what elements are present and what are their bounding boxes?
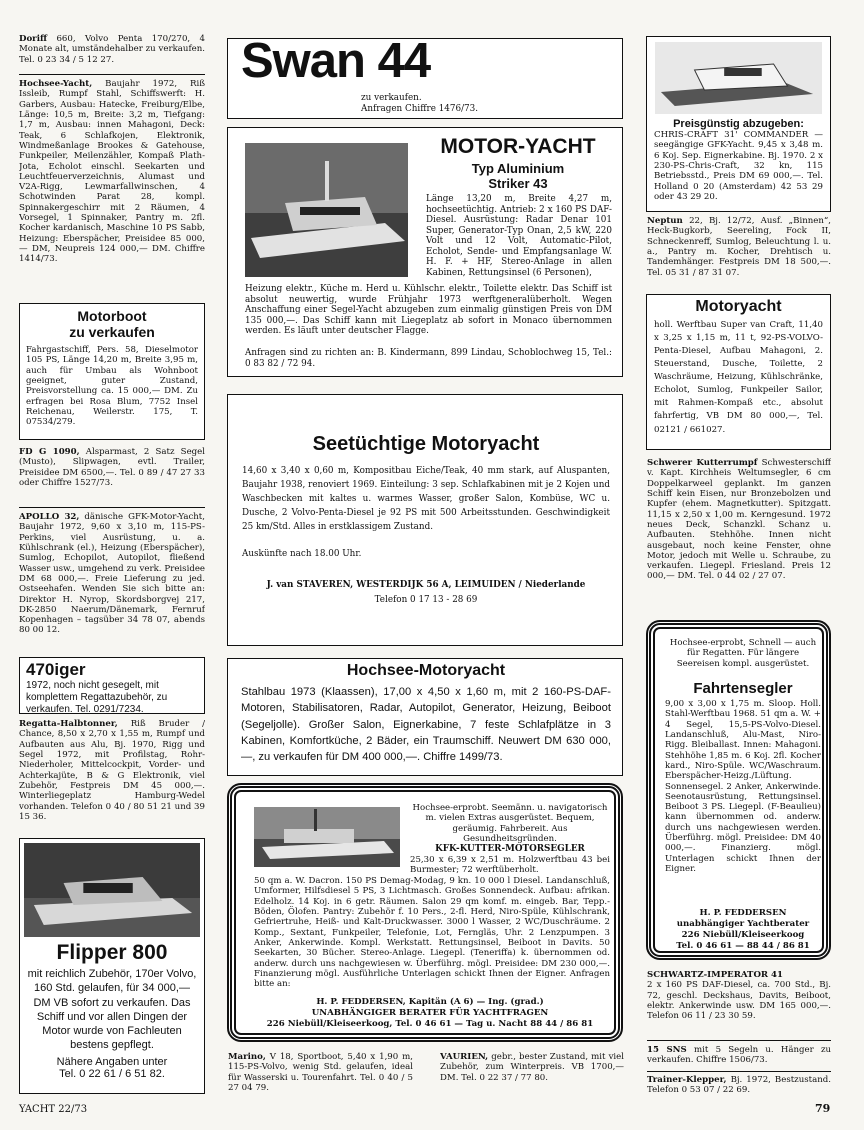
ad-address: J. van STAVEREN, WESTERDIJK 56 A, LEIMUIDEN / Niederlande — [266, 580, 586, 590]
ad-contact: Tel. 0 22 61 / 6 51 82. — [59, 1067, 165, 1080]
ad-contact: Nähere Angaben unter — [56, 1055, 168, 1068]
ad-title: Preisgünstig abzugeben: — [673, 118, 804, 130]
ad-body: holl. Werftbau Super van Craft, 11,40 x 3,25 x 1,15 m, 11 t, 92-PS-VOLVO-Penta-Diesel, Aufbau Mahagoni, 2. Steuerstand, Dusche, Toilette, 2 Waschräume, Heizung, Kühlschränke, Echolot, Sumlog, Funkpeiler Sailor, mit Rahmen-Kompaß etc., absolut fahrfertig, VB DM 80 000,—, Tel. 02121 / 661027. — [654, 320, 823, 435]
ad-title: KFK-KUTTER-MOTORSEGLER — [435, 844, 585, 854]
ad-motoryacht — [646, 294, 831, 450]
divider — [19, 74, 205, 75]
ad-motorboot — [19, 303, 205, 440]
boat-photo — [245, 143, 408, 277]
ad-flipper-800 — [19, 838, 205, 1094]
ad-hochsee-motoryacht — [227, 658, 623, 776]
ad-info: Auskünfte nach 18.00 Uhr. — [242, 549, 362, 559]
ad-body: mit reichlich Zubehör, 170er Volvo, 160 Std. gelaufen, für 34 000,— DM VB sofort zu verkaufen. Das Schiff und vor allen Dingen der Motor wurde von Fachleuten bestens gepflegt. — [27, 968, 197, 1052]
ad-title: Motorboot — [77, 308, 147, 324]
ad-chris-craft — [646, 36, 831, 212]
boat-photo — [655, 42, 822, 114]
ad-contact: Tel. 0 46 61 — 88 44 / 86 81 — [676, 941, 810, 951]
ad-title: Seetüchtige Motoryacht — [312, 433, 540, 455]
ad-title: Hochsee-Motoryacht — [346, 662, 506, 679]
ad-body: CHRIS-CRAFT 31' COMMANDER — seegängige GFK-Yacht. 9,45 x 3,48 m. 6 Koj. Sep. Eignerkabine. Bj. 1970. 2 x 230-PS-Chris-Craft, 32 kn, 115 Betriebsstd., Preis DM 69 000,—. Tel. Holland 0 20 (Amsterdam) 42 53 29 oder 43 29 20. — [654, 130, 823, 202]
ad-schwartz-imperator: SCHWARTZ-IMPERATOR 41 2 x 160 PS DAF-Diesel, ca. 700 Std., Bj. 72, geschl. Deckshaus, Davits, Beiboot, elektr. Ankerwinde usw. DM 165 000,—. Telefon 06 11 / 23 30 59. — [647, 970, 831, 1022]
ad-body: zu verkaufen. — [361, 93, 422, 103]
ad-subtitle: Typ Aluminium — [471, 161, 565, 176]
ad-contact: H. P. FEDDERSEN — [699, 908, 787, 918]
divider — [19, 507, 205, 508]
ad-phone: Telefon 0 17 13 - 28 69 — [374, 595, 478, 605]
ad-body: Fahrgastschiff, Pers. 58, Dieselmotor 105 PS, Länge 14,20 m, Breite 3,95 m, auch für Umbau als Wohnboot geeignet, guter Zustand, Preisvorstellung ca. 15 000,— DM. Zu erfragen bei Rosa Blum, 7752 Insel Reichenau, Weilerstr. 175, T. 07534/279. — [26, 345, 198, 428]
ad-body: 14,60 x 3,40 x 0,60 m, Kompositbau Eiche/Teak, 40 mm stark, auf Aluspanten, Baujahr 1938, renoviert 1969. Einteilung: 3 sep. Schlafkabinen mit je 2 Kojen und Waschbecken mit kaltes u. warmes Wasser, großer Salon, Kombüse, WC u. Dusche, 2 Volvo-Penta-Diesel je 92 PS mit 500 Arbeitsstunden. Geschwindigkeit 25 km/Std. Alles in erstklassigem Zustand. — [242, 466, 610, 532]
ad-title: 470iger — [26, 660, 86, 679]
ad-body: 25,30 x 6,39 x 2,51 m. Holzwerftbau 43 bei Burmester; 72 werftüberholt. — [410, 855, 610, 876]
ad-fahrtensegler — [646, 620, 831, 960]
ad-470iger — [19, 657, 205, 714]
ad-title: zu verkaufen — [69, 324, 155, 340]
ad-subtitle: Striker 43 — [488, 176, 548, 191]
ad-title: Swan 44 — [241, 38, 431, 88]
ad-body: 1972, noch nicht gesegelt, mit komplettem Regattazubehör, zu verkaufen. Tel. 0291/7234. — [26, 680, 168, 714]
ad-contact: 226 Niebüll/Kleiseerkoog, Tel. 0 46 61 — Tag u. Nacht 88 44 / 86 81 — [266, 1019, 594, 1029]
ad-neptun: Neptun 22, Bj. 12/72, Ausf. „Binnen“, Heck-Bugkorb, Seereling, Fock II, Schneckenreff, Sumlog, Beleuchtung l. u. a., Pantry m. Kocher, Drehtisch u. Tandemhänger. Festpreis DM 18 500,—. Tel. 05 31 / 87 31 07. — [647, 216, 831, 278]
ad-vaurien: VAURIEN, gebr., bester Zustand, mit viel Zubehör, zum Winterpreis. VB 1700,— DM. Tel. 0 22 37 / 77 80. — [440, 1052, 624, 1083]
page-number: 79 — [815, 1102, 831, 1115]
ad-15-sns: 15 SNS mit 5 Segeln u. Hänger zu verkaufen. Chiffre 1506/73. — [647, 1045, 831, 1066]
ad-body: 9,00 x 3,00 x 1,75 m. Sloop. Holl. Stahl-Werftbau 1968. 51 qm a. W. + 4 Segel, 15,5-PS-Volvo-Diesel. Landanschluß, Alu-Mast, Niro-Rigg. Bleiballast. Innen: Mahagoni. Stehhöhe 1,85 m. 6 Koj. 2fl. Kocher kard., Niro-Spüle. WC/Waschraum. Eberspächer-Heizg./Lüftung. Sonnensegel. 2 Anker, Ankerwinde. Seenotausrüstung, Rettungsinsel. Beiboot 3 PS. Liegepl. (F-Beaulieu) kann übernommen od. anderw. durch uns nachgewiesen werden. Überführg. mögl. Preisidee: DM 40 000,—. Finanzierg. mögl. Unterlagen schickt Ihnen der Eigner. — [665, 699, 821, 874]
ad-title: Motoryacht — [695, 298, 782, 315]
ad-fdg: FD G 1090, Alsparmast, 2 Satz Segel (Musto), Slipwagen, evtl. Trailer, Preisidee DM 6500,—. Tel. 0 89 / 47 27 33 oder Chiffre 1527/73. — [19, 447, 205, 488]
ad-seetuechtige-motoryacht — [227, 394, 623, 646]
ad-title: MOTOR-YACHT — [440, 135, 596, 158]
divider — [647, 1071, 831, 1072]
boat-photo — [24, 843, 200, 937]
ad-body: Länge 13,20 m, Breite 4,27 m, hochseetüchtig. Antrieb: 2 x 160 PS DAF-Diesel. Ausrüstung: Radar Denar 101 Super, Generator-Typ Onan, 2,5 kW, 220 Volt und 12 Volt, Automatic-Pilot, Echolot, Sende- und Empfangsanlage W. H. F. + HF, Stereo-Anlage in allen Kabinen, Rettungsinsel (6 Personen), — [426, 194, 612, 278]
ad-body: Heizung elektr., Küche m. Herd u. Kühlschr. elektr., Toilette elektr. Das Schiff ist absolut neuwertig, wurde Frühjahr 1973 werftgeneralüberholt. Wegen Anschaffung einer Segel-Yacht abzugeben zum einmalig günstigen Preis von DM 135 000,—. Das Schiff kann mit Liegeplatz ab sofort in Monaco übernommen werden. Es läuft unter deutscher Flagge. — [245, 284, 612, 337]
ad-intro: Hochsee-erprobt. Seemänn. u. navigatorisch m. vielen Extras ausgerüstet. Bequem, geräumig. Fahrbereit. Aus Gesundheitsgründen. — [412, 803, 608, 844]
ad-title: Flipper 800 — [56, 941, 168, 964]
ad-apollo: APOLLO 32, dänische GFK-Motor-Yacht, Baujahr 1972, 9,60 x 3,10 m, 115-PS-Perkins, viel Ausrüstung, u. a. Kühlschrank (el.), Heizung (Eberspächer), Sumlog, Echopilot, Autopilot, fließend Wasser usw., umgehend zu verk. Preisidee DM 68 000,—. Freie Lieferung zu jed. Ostseehafen. Wenden Sie sich bitte an: Direktor H. Nyrop, Skordsborgvej 217, DK-2850 Naerum/Dänemark, Fernruf Kopenhagen – tagsüber 34 78 07, abends 80 00 12. — [19, 512, 205, 636]
ad-contact: unabhängiger Yachtberater — [676, 919, 810, 929]
ad-contact: 226 Niebüll/Kleiseerkoog — [681, 930, 805, 940]
ad-regatta-halbtonner: Regatta-Halbtonner, Riß Bruder / Chance, 8,50 x 2,70 x 1,55 m, Rumpf und Aufbauten aus Alu, Bj. 1970, Rigg und Segel 1972, mit Profilstag, Rohr-Niederholer, Mittelcockpit, Vorder- und Achterkajüte, B & G Elektronik, viel Zubehör, Festpreis DM 45 000,—. Winterliegeplatz Hamburg-Wedel vorhanden. Telefon 0 40 / 80 51 21 und 39 15 36. — [19, 719, 205, 822]
ad-contact: UNABHÄNGIGER BERATER FÜR YACHTFRAGEN — [311, 1008, 549, 1018]
ad-body: Anfragen Chiffre 1476/73. — [361, 104, 479, 114]
ad-body: Stahlbau 1973 (Klaassen), 17,00 x 4,50 x 1,60 m, mit 2 160-PS-DAF-Motoren, Stabilisatoren, Radar, Autopilot, Generator, Heizung, Beiboot (Segeljolle). Großer Salon, Eignerkabine, 7 feste Schlafplätze in 3 Kabinen, Komfortküche, 2 Bäder, ein Traumschiff. Neuwert DM 630 000,—, zu verkaufen für DM 400 000,—. Chiffre 1499/73. — [241, 686, 611, 764]
boat-photo — [254, 807, 400, 867]
ad-intro: Hochsee-erprobt, Schnell — auch für Regatten. Für längere Seereisen kompl. ausgerüstet. — [669, 638, 817, 669]
ad-doriff: Doriff 660, Volvo Penta 170/270, 4 Monate alt, umständehalber zu verkaufen. Tel. 0 23 34 / 5 12 27. — [19, 34, 205, 65]
ad-motor-yacht-striker — [227, 127, 623, 377]
ad-kutterrumpf: Schwerer Kutterrumpf Schwesterschiff v. Kapt. Kirchheis Weltumsegler, 6 cm Doppelkarweel geplankt. Im ganzen Schiff kein Eisen, nur Bronzebolzen und Kupfer (ehem. Magnetkutter). Spitzgatt. 11,15 x 2,50 x 1,00 m. Kerngesund. 1972 neues Deck, Schanzkl. Schanz u. Aufbauten. Stehhöhe. Innen nicht ausgebaut, noch keine Fenster, ohne Motor, jedoch mit Welle u. Schraube, zu verkaufen. Liegepl. Friesland. Preis 12 000,— DM. Tel. 0 44 02 / 27 07. — [647, 458, 831, 582]
page-footer-left: YACHT 22/73 — [19, 1104, 88, 1115]
ad-hochsee-yacht: Hochsee-Yacht, Baujahr 1972, Riß Issleib, Rumpf Stahl, Schiffswerft: H. Garbers, Ausbau: Hatecke, Freiburg/Elbe, Länge: 10,5 m, Breite: 3,2 m, Tiefgang: 1,7 m, Ausbau: innen Mahagoni, Deck: Teak, 6 Schlafkojen, Elektronik, Windmeßanlage Brookes & Gatehouse, Funkpeiler, Meilenzähler, Kompaß Plath-Jota, Echolot einschl. Seekarten und Leuchtfeuerverzeichnis, Alumast und V2A-Rigg, Lewmarfallwinschen, 4 Schotwinden Parat 28, kompl. Spinnakergeschirr mit 2 Räumen, 4 Vorsegel, 1 Spinnaker, Pantry m. 2fl. Kocher kardanisch, Maschine 10 PS Sabb, Heizung: Eberspächer, Preisidee 85 000,— DM, Neupreis 124 000,— DM. Chiffre 1414/73. — [19, 79, 205, 265]
ad-marino: Marino, V 18, Sportboot, 5,40 x 1,90 m, 115-PS-Volvo, wenig Std. gelaufen, ideal für Wasserski u. Tourenfahrt. Tel. 0 40 / 5 27 04 79. — [228, 1052, 413, 1093]
ad-trainer-klepper: Trainer-Klepper, Bj. 1972, Bestzustand. Telefon 0 53 07 / 22 69. — [647, 1075, 831, 1096]
ad-title: Fahrtensegler — [693, 680, 793, 697]
ad-contact: H. P. FEDDERSEN, Kapitän (A 6) — Ing. (grad.) — [316, 997, 544, 1007]
divider — [647, 1040, 831, 1041]
ad-body: 50 qm a. W. Dacron. 150 PS Demag-Modag, 9 kn. 10 000 l Diesel. Landanschluß, Umformer, Hilfsdiesel 5 PS, 3 Lichtmasch. Großes Sonnendeck. Aufbau: afrikan. Edelholz. 14 Koj. in 6 getr. Räumen. Salon 29 qm komf. m. eingeb. Bar, Tepp.-Böden, Ölofen. Pantry: Zubehör f. 10 Pers., 2-fl. Herd, Niro-Spüle, Kühlschrank, Gefriertruhe, Heiß- und Kalt-Druckwasser. 3000 l Wasser, 2 WC/Duschräume. 2 Komp., Sextant, Funkpeiler, Telefonie, Lot, Ferngläs, Uhr. 2 Lenzpumpen. 3 Anker, Ankerwinde. Kompl. Werkstatt. Rettungsinsel, Beiboot in Davits. 50 Seekarten, 30 Bücher. Stereo-Anlage. Liegepl. (Teneriffa) k. übernommen od. anderw. durch uns nachgewiesen w. Überführg. mögl. Preisidee: DM 230 000,—. Finanzierung mögl. Ausführliche Unterlagen schickt Ihnen der Eigner. Anfragen bitte an: — [254, 876, 610, 990]
ad-contact: Anfragen sind zu richten an: B. Kindermann, 899 Lindau, Schoblochweg 15, Tel.: 0 83 82 / 72 94. — [245, 348, 612, 369]
ad-kfk-kutter — [227, 783, 623, 1042]
ad-swan-44 — [227, 38, 623, 119]
